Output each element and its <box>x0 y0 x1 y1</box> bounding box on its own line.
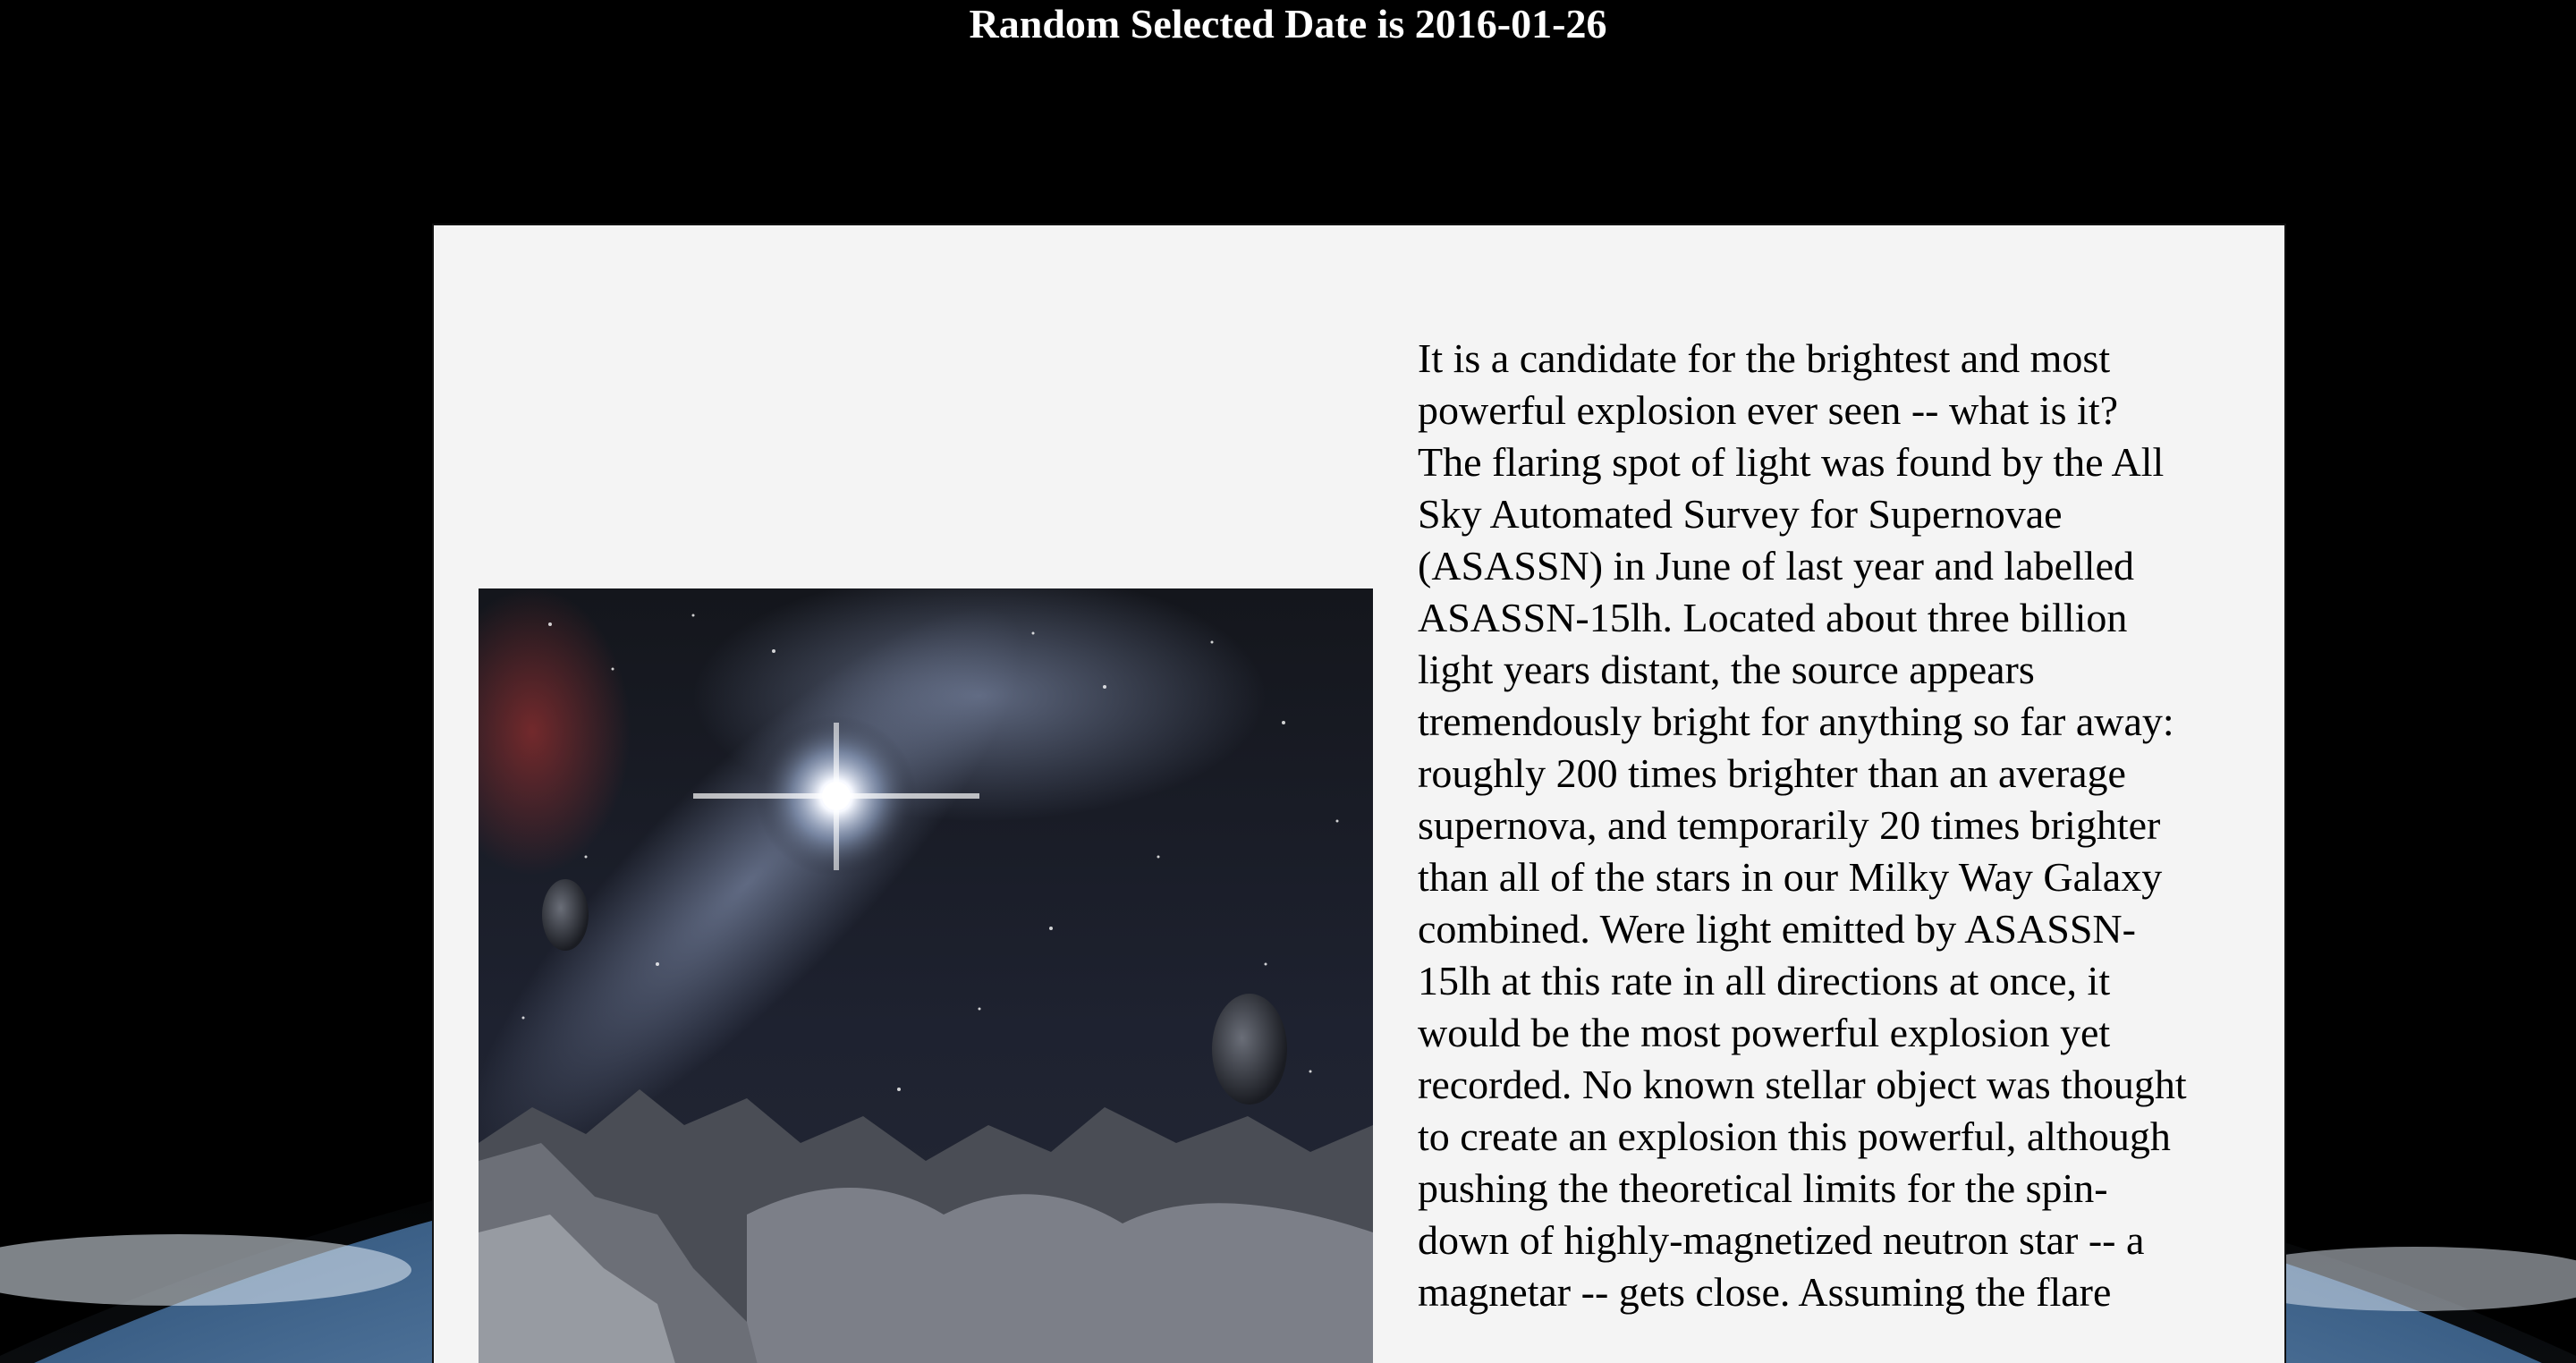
apod-card <box>432 224 2286 1363</box>
apod-explanation-text: It is a candidate for the brightest and most powerful explosion ever seen -- what is it? The flaring spot of light was found by the All Sky Automated Survey for Supernovae (ASASSN) in June of last year and labelled ASASSN-15lh. Located about three billion light years distant, the source appears tremendously bright for anything so far away: roughly 200 times brighter than an average supernova, and temporarily 20 times brighter than all of the stars in our Milky Way Galaxy combined. Were light emitted by ASASSN-15lh at this rate in all directions at once, it would be the most powerful explosion yet recorded. No known stellar object was thought to create an explosion this powerful, although pushing the theoretical limits for the spin-down of highly-magnetized neutron star -- a magnetar -- gets close. Assuming the flare <box>1418 335 2187 1315</box>
page-title: Random Selected Date is 2016-01-26 <box>969 1 1607 47</box>
space-illustration-image <box>479 588 1373 1363</box>
